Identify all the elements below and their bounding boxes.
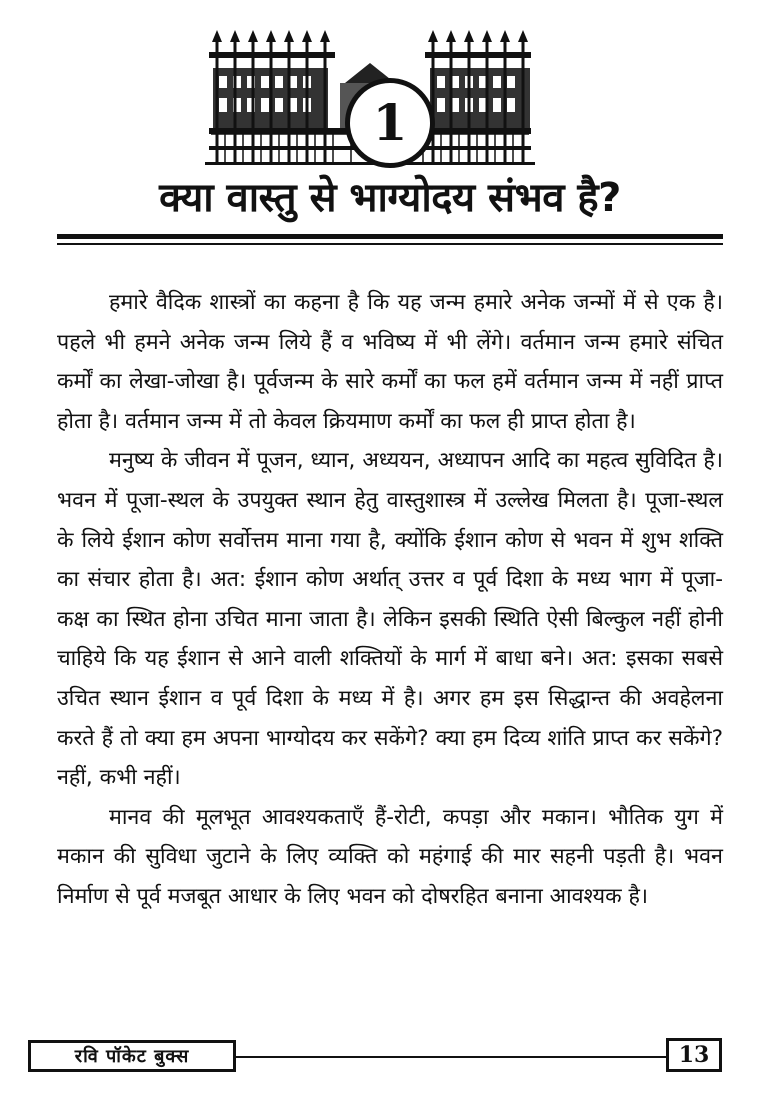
paragraph: मानव की मूलभूत आवश्यकताएँ हैं-रोटी, कपड़ा और मकान। भौतिक युग में मकान की सुविधा जुटाने के लिए व्यक्ति को महंगाई की मार सहनी पड़ती है। भवन निर्माण से पूर्व मजबूत आधार के लिए भवन को दोषरहित बनाना आवश्यक है। <box>57 804 723 909</box>
chapter-title: क्या वास्तु से भाग्योदय संभव है? <box>159 175 621 221</box>
chapter-number-badge <box>345 78 435 168</box>
page-number: 13 <box>666 1038 722 1072</box>
chapter-body <box>57 283 723 917</box>
paragraph: मनुष्य के जीवन में पूजन, ध्यान, अध्ययन, अध्यापन आदि का महत्व सुविदित है। भवन में पूजा-स्थल के उपयुक्त स्थान हेतु वास्तुशास्त्र में उल्लेख मिलता है। पूजा-स्थल के लिये ईशान कोण सर्वोत्तम माना गया है, क्योंकि ईशान कोण से भवन में शुभ शक्ति का संचार होता है। अत: ईशान कोण अर्थात् उत्तर व पूर्व दिशा के मध्य भाग में पूजा-कक्ष का स्थित होना उचित माना जाता है। लेकिन इसकी स्थिति ऐसी बिल्कुल नहीं होनी चाहिये कि यह ईशान से आने वाली शक्तियों के मार्ग में बाधा बने। अत: इसका सबसे उचित स्थान ईशान व पूर्व दिशा के मध्य में है। अगर हम इस सिद्धान्त की अवहेलना करते हैं तो क्या हम अपना भाग्योदय कर सकेंगे? क्या हम दिव्य शांति प्राप्त कर सकेंगे? नहीं, कभी नहीं। <box>57 448 723 791</box>
publisher-logo: रवि पॉकेट बुक्स <box>28 1040 236 1072</box>
footer-rule <box>236 1056 666 1058</box>
paragraph: हमारे वैदिक शास्त्रों का कहना है कि यह जन्म हमारे अनेक जन्मों में से एक है। पहले भी हमने अनेक जन्म लिये हैं व भविष्य में भी लेंगे। वर्तमान जन्म हमारे संचित कर्मों का लेखा-जोखा है। पूर्वजन्म के सारे कर्मों का फल हमें वर्तमान जन्म में नहीं प्राप्त होता है। वर्तमान जन्म में तो केवल क्रियमाण कर्मों का फल ही प्राप्त होता है। <box>57 290 723 434</box>
title-divider-thin <box>57 243 723 245</box>
title-divider-thick <box>57 234 723 239</box>
chapter-number: 1 <box>372 93 408 152</box>
